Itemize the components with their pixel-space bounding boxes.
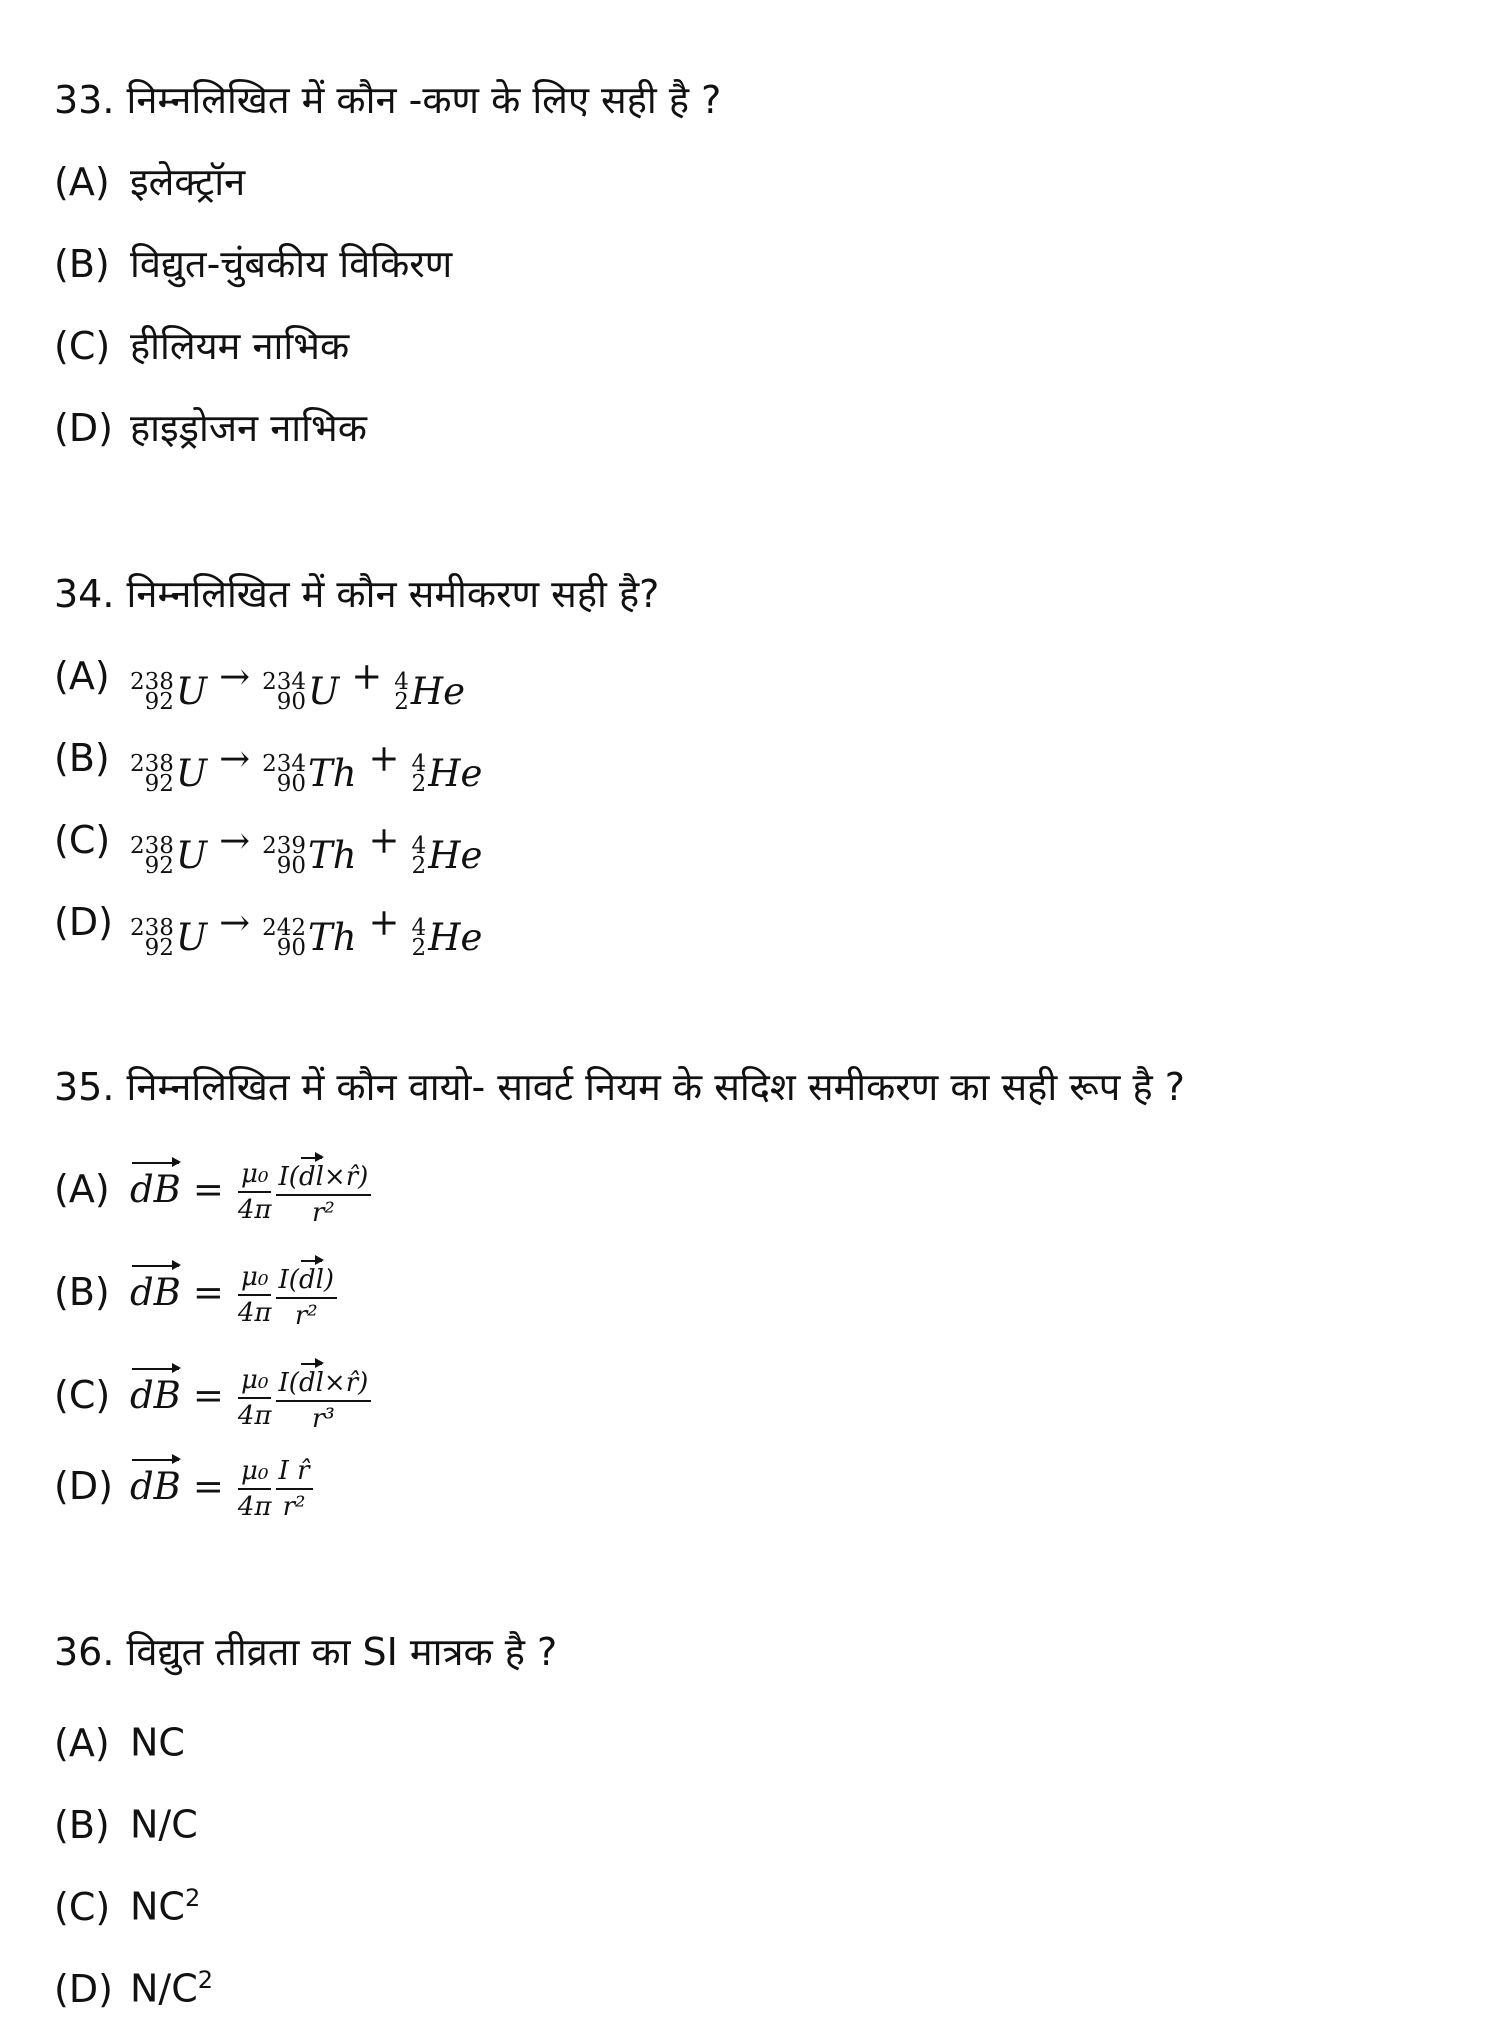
option-36-d: [54, 1956, 213, 2013]
db-vector: dB: [130, 1457, 181, 1511]
question-33: [54, 76, 721, 124]
option-34-c: [54, 816, 482, 880]
option-36-c: [54, 1874, 200, 1931]
atomic-number: 92: [144, 689, 174, 715]
unit-exponent: 2: [197, 1966, 214, 1994]
biot-savart-equation: [130, 1159, 373, 1228]
element-symbol: Th: [308, 916, 357, 959]
mass-number: 238: [130, 669, 174, 695]
reaction-arrow: →: [219, 737, 251, 780]
unit-base: N/C: [130, 1802, 198, 1847]
nuclide: [262, 750, 356, 798]
dl-vector: dl: [299, 1258, 324, 1296]
nuclide: [130, 668, 207, 716]
mass-number: 4: [411, 915, 427, 941]
atomic-number: 2: [411, 853, 427, 879]
element-symbol: U: [175, 916, 208, 959]
question-number: 33.: [54, 78, 115, 122]
element-symbol: U: [308, 670, 340, 713]
equals-sign: =: [192, 1464, 224, 1508]
constant-fraction: [238, 1261, 272, 1329]
option-text: विद्युत-चुंबकीय विकिरण: [130, 242, 453, 286]
nuclear-equation: [130, 901, 483, 961]
option-label: (C): [54, 324, 111, 368]
element-symbol: Th: [308, 752, 357, 795]
option-text: इलेक्ट्रॉन: [130, 160, 246, 204]
constant-fraction: [238, 1364, 272, 1432]
fraction-numerator: μ₀: [238, 1364, 271, 1399]
fraction-numerator: μ₀: [238, 1261, 271, 1296]
reaction-arrow: →: [219, 655, 251, 698]
question-34: [54, 570, 659, 618]
nuclide: [262, 914, 356, 962]
option-label: (C): [54, 818, 111, 862]
atomic-number: 2: [411, 935, 427, 961]
nuclide: [394, 668, 465, 716]
field-fraction: [276, 1361, 372, 1435]
option-label: (D): [54, 900, 113, 944]
mass-number: 4: [394, 669, 409, 695]
mass-number: 4: [411, 751, 427, 777]
element-symbol: He: [410, 670, 466, 713]
fraction-numerator: I(dl×r̂): [276, 1155, 372, 1196]
unit-base: NC: [130, 1884, 185, 1929]
element-symbol: He: [428, 916, 483, 959]
db-vector: dB: [130, 1366, 181, 1420]
option-label: (D): [54, 1463, 113, 1508]
option-33-d: [54, 404, 367, 452]
option-label: (C): [54, 1884, 111, 1929]
mass-number: 234: [262, 669, 307, 695]
question-text: निम्नलिखित में कौन समीकरण सही है?: [126, 572, 660, 616]
option-label: (B): [54, 242, 110, 286]
fraction-numerator: I(dl): [276, 1258, 338, 1299]
nuclear-equation: [130, 737, 483, 797]
option-label: (B): [54, 1802, 110, 1847]
unit-base: N/C: [130, 1966, 198, 2011]
option-label: (D): [54, 406, 113, 450]
field-fraction: [276, 1455, 313, 1523]
nuclear-equation: [130, 655, 466, 715]
fraction-numerator: μ₀: [238, 1455, 271, 1490]
option-34-a: [54, 652, 465, 716]
fraction-denominator: r³: [311, 1404, 335, 1434]
plus-sign: +: [368, 901, 400, 944]
fraction-numerator: I(dl×r̂): [276, 1361, 372, 1402]
atomic-number: 90: [276, 689, 307, 715]
question-text: निम्नलिखित में कौन वायो- सावर्ट नियम के सदिश समीकरण का सही रूप है ?: [126, 1065, 1185, 1109]
question-number: 36.: [54, 1630, 115, 1674]
fraction-numerator: μ₀: [238, 1158, 271, 1193]
option-35-d: [54, 1455, 315, 1523]
element-symbol: He: [428, 752, 483, 795]
equals-sign: =: [192, 1270, 224, 1314]
nuclide: [130, 750, 207, 798]
fraction-denominator: 4π: [237, 1298, 272, 1328]
fraction-numerator: I r̂: [276, 1455, 313, 1490]
nuclide: [130, 914, 207, 962]
biot-savart-equation: [130, 1456, 315, 1522]
dl-vector: dl: [299, 1155, 324, 1193]
option-text: हाइड्रोजन नाभिक: [130, 406, 367, 450]
option-label: (A): [54, 654, 110, 698]
nuclide: [130, 832, 207, 880]
biot-savart-equation: [130, 1365, 373, 1434]
element-symbol: U: [175, 834, 208, 877]
nuclear-equation: [130, 819, 483, 879]
mass-number: 234: [262, 751, 307, 777]
fraction-denominator: 4π: [237, 1401, 272, 1431]
option-label: (B): [54, 1269, 110, 1314]
atomic-number: 92: [144, 771, 174, 797]
option-35-b: [54, 1258, 339, 1332]
field-fraction: [276, 1155, 372, 1229]
option-label: (B): [54, 736, 110, 780]
question-number: 35.: [54, 1065, 115, 1109]
reaction-arrow: →: [219, 901, 251, 944]
equals-sign: =: [192, 1167, 224, 1211]
option-label: (A): [54, 1166, 110, 1211]
element-symbol: He: [428, 834, 483, 877]
atomic-number: 90: [276, 935, 307, 961]
option-label: (D): [54, 1966, 113, 2011]
atomic-number: 92: [144, 935, 174, 961]
option-33-a: [54, 158, 245, 206]
fraction-denominator: r²: [311, 1198, 335, 1228]
question-text: विद्युत तीव्रता का SI मात्रक है ?: [126, 1630, 558, 1674]
reaction-arrow: →: [219, 819, 251, 862]
option-35-c: [54, 1361, 373, 1435]
option-33-c: [54, 322, 349, 370]
unit-exponent: 2: [184, 1884, 201, 1912]
fraction-denominator: r²: [282, 1492, 306, 1522]
constant-fraction: [238, 1455, 272, 1523]
atomic-number: 2: [394, 689, 409, 715]
mass-number: 4: [411, 833, 427, 859]
option-34-b: [54, 734, 482, 798]
option-label: (A): [54, 1720, 110, 1765]
question-35: [54, 1063, 1185, 1111]
question-text: निम्नलिखित में कौन -कण के लिए सही है ?: [126, 78, 722, 122]
db-vector: dB: [130, 1263, 181, 1317]
fraction-denominator: r²: [294, 1301, 318, 1331]
mass-number: 238: [130, 751, 174, 777]
option-text: हीलियम नाभिक: [130, 324, 350, 368]
atomic-number: 2: [411, 771, 427, 797]
mass-number: 242: [262, 915, 307, 941]
element-symbol: U: [175, 670, 208, 713]
unit-base: NC: [130, 1720, 185, 1765]
mass-number: 238: [130, 915, 174, 941]
nuclide: [262, 832, 356, 880]
nuclide: [412, 914, 483, 962]
nuclide: [412, 832, 483, 880]
plus-sign: +: [368, 819, 400, 862]
fraction-denominator: 4π: [237, 1492, 272, 1522]
question-number: 34.: [54, 572, 115, 616]
option-35-a: [54, 1155, 373, 1229]
dl-vector: dl: [299, 1361, 324, 1399]
plus-sign: +: [351, 655, 383, 698]
biot-savart-equation: [130, 1262, 339, 1331]
atomic-number: 92: [144, 853, 174, 879]
option-36-a: [54, 1710, 185, 1767]
option-34-d: [54, 898, 482, 962]
atomic-number: 90: [276, 853, 307, 879]
mass-number: 239: [262, 833, 307, 859]
option-label: (C): [54, 1372, 111, 1417]
plus-sign: +: [368, 737, 400, 780]
element-symbol: U: [175, 752, 208, 795]
db-vector: dB: [130, 1160, 181, 1214]
element-symbol: Th: [308, 834, 357, 877]
mass-number: 238: [130, 833, 174, 859]
nuclide: [412, 750, 483, 798]
option-36-b: [54, 1792, 198, 1849]
option-33-b: [54, 240, 452, 288]
constant-fraction: [238, 1158, 272, 1226]
equals-sign: =: [192, 1373, 224, 1417]
question-36: [54, 1628, 557, 1676]
fraction-denominator: 4π: [237, 1195, 272, 1225]
atomic-number: 90: [276, 771, 307, 797]
nuclide: [262, 668, 339, 716]
option-label: (A): [54, 160, 110, 204]
field-fraction: [276, 1258, 338, 1332]
